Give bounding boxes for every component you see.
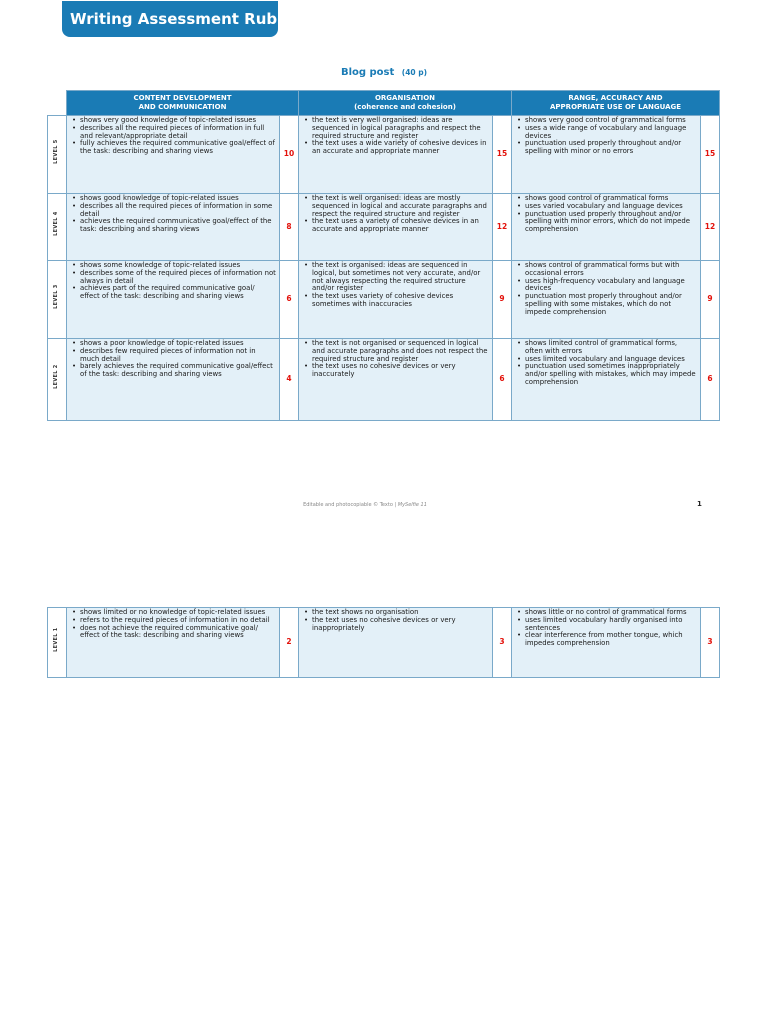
rubric-body-top [48,116,720,421]
content-descriptor-list [70,609,276,640]
descriptor-item: • punctuation used properly throughout and/or spelling with minor errors, which do not impede comprehension [515,211,697,234]
level-label: LEVEL 2 [53,364,60,389]
descriptor-item: • the text uses no cohesive devices or very inappropriately [302,617,489,633]
descriptor-item: • uses varied vocabulary and language devices [515,203,697,211]
rubric-level-row [48,261,720,339]
language-descriptor-list [515,262,697,317]
language-descriptor-cell [512,339,701,421]
descriptor-item: • uses a wide range of vocabulary and language devices [515,125,697,141]
footer-copyright [0,502,730,508]
descriptor-item: • describes all the required pieces of information in full and relevant/appropriate detail [70,125,276,141]
descriptor-item: • shows control of grammatical forms but with occasional errors [515,262,697,278]
column-header-language [512,91,720,116]
descriptor-item: • refers to the required pieces of information in no detail [70,617,276,625]
language-descriptor-cell [512,194,701,261]
document-title [0,67,768,78]
organisation-descriptor-cell [299,194,493,261]
organisation-descriptor-list [302,262,489,309]
rubric-level-row [48,339,720,421]
descriptor-item: • shows limited or no knowledge of topic-related issues [70,609,276,617]
descriptor-item: • shows little or no control of grammatical forms [515,609,697,617]
descriptor-item: • does not achieve the required communicative goal/ effect of the task: describing and sharing views [70,625,276,641]
descriptor-item: • shows a poor knowledge of topic-related issues [70,340,276,348]
descriptor-item: • the text uses variety of cohesive devices sometimes with inaccuracies [302,293,489,309]
language-descriptor-list [515,609,697,648]
descriptor-item: • shows very good knowledge of topic-related issues [70,117,276,125]
level-label-cell [48,194,67,261]
descriptor-item: • the text shows no organisation [302,609,489,617]
descriptor-item: • uses limited vocabulary hardly organised into sentences [515,617,697,633]
header-spacer [48,91,67,116]
column-header-content-line1: CONTENT DEVELOPMENT [133,94,232,103]
organisation-descriptor-list [302,117,489,156]
language-descriptor-list [515,195,697,234]
descriptor-item: • describes few required pieces of information not in much detail [70,348,276,364]
organisation-descriptor-list [302,609,489,632]
column-header-language-line1: RANGE, ACCURACY AND [568,94,663,103]
content-score: 6 [280,261,299,339]
content-score: 4 [280,339,299,421]
descriptor-item: • shows very good control of grammatical forms [515,117,697,125]
organisation-score: 6 [493,339,512,421]
descriptor-item: • uses limited vocabulary and language devices [515,356,697,364]
descriptor-item: • shows limited control of grammatical forms, often with errors [515,340,697,356]
descriptor-item: • achieves part of the required communicative goal/ effect of the task: describing and sharing views [70,285,276,301]
descriptor-item: • fully achieves the required communicative goal/effect of the task: describing and sharing views [70,140,276,156]
content-descriptor-cell [67,608,280,678]
language-descriptor-cell [512,116,701,194]
rubric-table [47,90,720,421]
language-score: 12 [701,194,720,261]
level-label: LEVEL 5 [53,139,60,164]
content-descriptor-cell [67,339,280,421]
descriptor-item: • describes some of the required pieces of information not always in detail [70,270,276,286]
column-header-organisation-line2: (coherence and cohesion) [354,103,456,111]
descriptor-item: • the text is not organised or sequenced in logical and accurate paragraphs and does not respect the required structure and register [302,340,489,363]
descriptor-item: • shows good control of grammatical forms [515,195,697,203]
language-descriptor-cell [512,608,701,678]
descriptor-item: • the text uses a variety of cohesive devices in an accurate and appropriate manner [302,218,489,234]
organisation-descriptor-cell [299,116,493,194]
column-header-language-line2: APPROPRIATE USE OF LANGUAGE [550,103,682,111]
content-descriptor-list [70,117,276,156]
descriptor-item: • achieves the required communicative goal/effect of the task: describing and sharing views [70,218,276,234]
descriptor-item: • uses high-frequency vocabulary and language devices [515,278,697,294]
descriptor-item: • describes all the required pieces of information in some detail [70,203,276,219]
page-header-title: Writing Assessment Rubrics [62,1,278,37]
organisation-score: 9 [493,261,512,339]
level-label-cell [48,116,67,194]
rubric-level-row [48,608,720,678]
content-descriptor-cell [67,194,280,261]
rubric-level-row [48,116,720,194]
organisation-score: 12 [493,194,512,261]
descriptor-item: • clear interference from mother tongue, which impedes comprehension [515,632,697,648]
descriptor-item: • the text uses a wide variety of cohesive devices in an accurate and appropriate manner [302,140,489,156]
organisation-descriptor-cell [299,608,493,678]
rubric-table-continued [47,607,720,678]
level-label: LEVEL 3 [53,284,60,309]
language-score: 15 [701,116,720,194]
content-descriptor-list [70,340,276,379]
column-header-content-line2: AND COMMUNICATION [138,103,227,111]
column-header-organisation-line1: ORGANISATION [374,94,436,103]
content-score: 2 [280,608,299,678]
descriptor-item: • the text is well organised: ideas are mostly sequenced in logical and accurate paragraphs and respect the required structure and register [302,195,489,218]
content-score: 10 [280,116,299,194]
content-score: 8 [280,194,299,261]
page-number: 1 [697,500,702,508]
content-descriptor-cell [67,116,280,194]
descriptor-item: • punctuation used properly throughout and/or spelling with minor or no errors [515,140,697,156]
descriptor-item: • shows some knowledge of topic-related issues [70,262,276,270]
content-descriptor-cell [67,261,280,339]
descriptor-item: • punctuation most properly throughout and/or spelling with some mistakes, which do not impede comprehension [515,293,697,316]
organisation-descriptor-cell [299,261,493,339]
language-descriptor-list [515,340,697,387]
content-descriptor-list [70,195,276,234]
organisation-descriptor-cell [299,339,493,421]
descriptor-item: • the text is organised: ideas are sequenced in logical, but sometimes not very accurate, and/or not always respecting the required structure and/or register [302,262,489,293]
column-header-content [67,91,299,116]
level-label-cell [48,339,67,421]
language-descriptor-list [515,117,697,156]
rubric-body-bottom [48,608,720,678]
language-score: 3 [701,608,720,678]
organisation-descriptor-list [302,340,489,379]
rubric-header-row [48,91,720,116]
descriptor-item: • the text is very well organised: ideas are sequenced in logical paragraphs and respect the required structure and register [302,117,489,140]
organisation-descriptor-list [302,195,489,234]
organisation-score: 15 [493,116,512,194]
organisation-score: 3 [493,608,512,678]
level-label-cell [48,261,67,339]
footer-book-title: MySelfie 11 [397,502,427,508]
descriptor-item: • the text uses no cohesive devices or very inaccurately [302,363,489,379]
content-descriptor-list [70,262,276,301]
column-header-organisation [299,91,512,116]
level-label-cell [48,608,67,678]
level-label: LEVEL 4 [53,211,60,236]
language-score: 6 [701,339,720,421]
language-descriptor-cell [512,261,701,339]
descriptor-item: • barely achieves the required communicative goal/effect of the task: describing and sharing views [70,363,276,379]
rubric-level-row [48,194,720,261]
language-score: 9 [701,261,720,339]
descriptor-item: • punctuation used sometimes inappropriately and/or spelling with mistakes, which may impede comprehension [515,363,697,386]
document-points: (40 p) [401,68,428,77]
footer-copyright-text: Editable and photocopiable © Texto | [303,502,398,508]
level-label: LEVEL 1 [53,627,60,652]
document-title-text: Blog post [340,67,395,78]
descriptor-item: • shows good knowledge of topic-related issues [70,195,276,203]
